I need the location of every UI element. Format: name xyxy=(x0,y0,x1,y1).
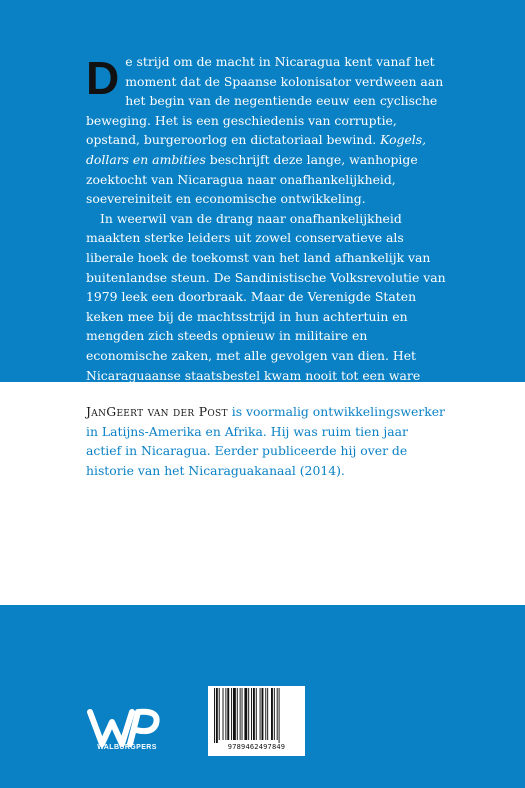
barcode-bar xyxy=(251,688,252,740)
author-bio xyxy=(86,402,446,480)
isbn-number: 9789462497849 xyxy=(227,743,286,751)
barcode-bar xyxy=(265,688,266,740)
author-bio-text: is voormalig ontwikkelingswerker in Latijns-Amerika en Afrika. Hij was ruim tien jaar actief in Nicaragua. Eerder publiceerde hij over de historie van het Nicaraguakanaal (2014). xyxy=(86,404,445,478)
barcode-bar xyxy=(227,688,229,740)
barcode-bar xyxy=(267,688,268,740)
barcode-bar xyxy=(240,688,241,740)
drop-cap: D xyxy=(86,52,120,104)
barcode-bar xyxy=(242,688,243,740)
barcode-bar xyxy=(279,688,280,743)
blurb-text-1a: e strijd om de macht in Nicaragua kent vanaf het moment dat de Spaanse kolonisator verdween aan het begin van de negentiende eeuw een cyclische beweging. Het is een geschiedenis van corruptie, opstand, burgeroorlog en dictatoriaal bewind. xyxy=(86,54,444,148)
barcode-bar xyxy=(216,688,218,743)
barcode-bar xyxy=(248,688,249,740)
publisher-name: WALBURGPERS xyxy=(97,744,157,751)
barcode-bar xyxy=(223,688,224,740)
blurb-paragraph-1 xyxy=(86,52,446,209)
barcode-bar xyxy=(271,688,273,740)
barcode-bar xyxy=(262,688,264,740)
author-name: JanGeert van der Post xyxy=(86,404,228,419)
blurb-text-1b: beschrijft deze lange, wanhopige zoektocht van Nicaragua naar onafhankelijkheid, soevereiniteit en economische ontwikkeling. xyxy=(86,151,418,207)
blurb-paragraph-2: In weerwil van de drang naar onafhankelijkheid maakten sterke leiders uit zowel conservatieve als liberale hoek de toekomst van het land afhankelijk van buitenlandse steun. De Sandinistische Volksrevolutie van 1979 leek een doorbraak. Maar de Verenigde Staten keken mee bij de machtsstrijd in hun achtertuin en mengden zich steeds opnieuw in militaire en economische zaken, met alle gevolgen van dien. Het Nicaraguaanse staatsbestel kwam nooit tot een ware democratische ontwikkeling. xyxy=(86,210,446,403)
barcode-bar xyxy=(260,688,261,740)
barcode-bar xyxy=(253,688,255,740)
barcode-bar xyxy=(244,688,247,740)
barcode-bar xyxy=(233,688,236,740)
book-title-inline: Kogels, dollars en ambities xyxy=(86,132,427,167)
barcode-bar xyxy=(256,688,257,740)
barcode-bars xyxy=(212,688,301,743)
barcode-bar xyxy=(231,688,232,740)
barcode-bar xyxy=(237,688,238,740)
back-cover-blurb xyxy=(86,52,446,405)
barcode-bar xyxy=(214,688,215,743)
barcode-bar xyxy=(219,688,220,740)
barcode-bar xyxy=(277,688,278,740)
barcode-bar xyxy=(274,688,275,740)
barcode-bar xyxy=(225,688,226,740)
barcode xyxy=(208,686,305,756)
